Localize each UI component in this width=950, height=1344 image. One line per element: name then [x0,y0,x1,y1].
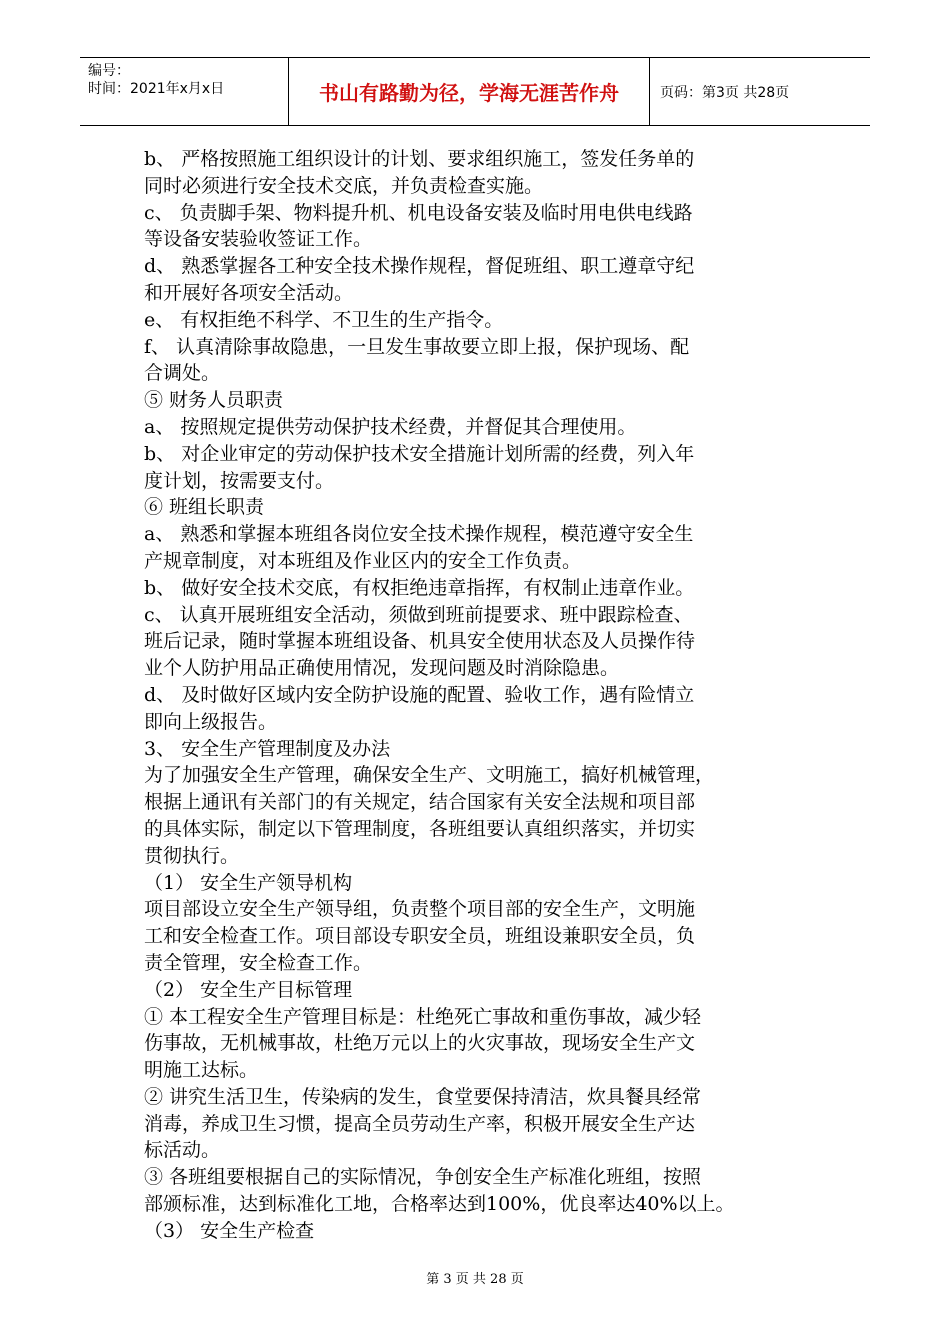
text-line: （2） 安全生产目标管理 [144,978,353,1001]
text-line: （1） 安全生产领导机构 [144,871,353,894]
header-motto: 书山有路勤为径，学海无涯苦作舟 [289,58,650,125]
text-line: 项目部设立安全生产领导组，负责整个项目部的安全生产，文明施 [144,898,696,921]
page-footer: 第 3 页 共 28 页 [426,1272,524,1287]
text-line: 等设备安装验收签证工作。 [144,228,373,251]
text-line: a、 按照规定提供劳动保护技术经费，并督促其合理使用。 [144,415,637,438]
text-line: ① 本工程安全生产管理目标是：杜绝死亡事故和重伤事故，减少轻 [144,1005,702,1028]
text-line: 产规章制度，对本班组及作业区内的安全工作负责。 [144,549,582,572]
text-line: 伤事故，无机械事故，杜绝万元以上的火灾事故，现场安全生产文 [144,1032,696,1055]
text-line: ③ 各班组要根据自己的实际情况，争创安全生产标准化班组，按照 [144,1166,702,1189]
text-line: b、 严格按照施工组织设计的计划、要求组织施工，签发任务单的 [144,148,695,170]
text-line: b、 做好安全技术交底，有权拒绝违章指挥，有权制止违章作业。 [144,576,695,599]
page-header [80,57,870,126]
text-line: f、 认真清除事故隐患，一旦发生事故要立即上报，保护现场、配 [144,335,690,358]
text-line: a、 熟悉和掌握本班组各岗位安全技术操作规程，模范遵守安全生 [144,523,694,546]
text-line: 度计划，按需要支付。 [144,469,335,492]
text-line: ② 讲究生活卫生，传染病的发生，食堂要保持清洁，炊具餐具经常 [144,1085,702,1108]
text-line: 业个人防护用品正确使用情况，发现问题及时消除隐患。 [144,657,620,680]
text-line: 的具体实际，制定以下管理制度，各班组要认真组织落实，并切实 [144,817,696,840]
header-meta [80,58,289,125]
text-line: c、 认真开展班组安全活动，须做到班前提要求、班中跟踪检查、 [144,603,693,626]
text-line: e、 有权拒绝不科学、不卫生的生产指令。 [144,308,504,331]
header-page-info: 页码：第3页 共28页 [660,84,790,101]
text-line: （3） 安全生产检查 [144,1219,315,1242]
text-line: ⑤ 财务人员职责 [144,389,284,412]
text-line: c、 负责脚手架、物料提升机、机电设备安装及临时用电供电线路 [144,201,693,224]
text-line: d、 及时做好区域内安全防护设施的配置、验收工作，遇有险情立 [144,683,695,706]
text-line: 班后记录，随时掌握本班组设备、机具安全使用状态及人员操作待 [144,630,696,653]
text-line: 即向上级报告。 [144,710,278,733]
text-line: 工和安全检查工作。项目部设专职安全员，班组设兼职安全员，负 [144,925,696,948]
text-line: 为了加强安全生产管理，确保安全生产、文明施工，搞好机械管理， [144,764,715,787]
text-line: b、 对企业审定的劳动保护技术安全措施计划所需的经费，列入年 [144,442,695,465]
text-line: 3、 安全生产管理制度及办法 [144,737,391,760]
text-line: 和开展好各项安全活动。 [144,281,354,304]
text-line: 根据上通讯有关部门的有关规定，结合国家有关安全法规和项目部 [144,791,696,814]
text-line: 部颁标准，达到标准化工地，合格率达到100%，优良率达40%以上。 [144,1193,735,1216]
document-number-label: 编号： [88,63,130,79]
text-line: 明施工达标。 [144,1059,259,1082]
text-line: 合调处。 [144,362,221,385]
text-line: 消毒，养成卫生习惯，提高全员劳动生产率，积极开展安全生产达 [144,1112,696,1135]
text-line: 标活动。 [144,1139,221,1162]
document-body [144,146,844,1245]
text-line: ⑥ 班组长职责 [144,496,265,519]
text-line: d、 熟悉掌握各工种安全技术操作规程，督促班组、职工遵章守纪 [144,255,695,278]
text-line: 贯彻执行。 [144,844,240,867]
text-line: 同时必须进行安全技术交底，并负责检查实施。 [144,174,544,197]
document-time: 时间：2021年x月x日 [88,81,225,97]
text-line: 责全管理，安全检查工作。 [144,951,373,974]
